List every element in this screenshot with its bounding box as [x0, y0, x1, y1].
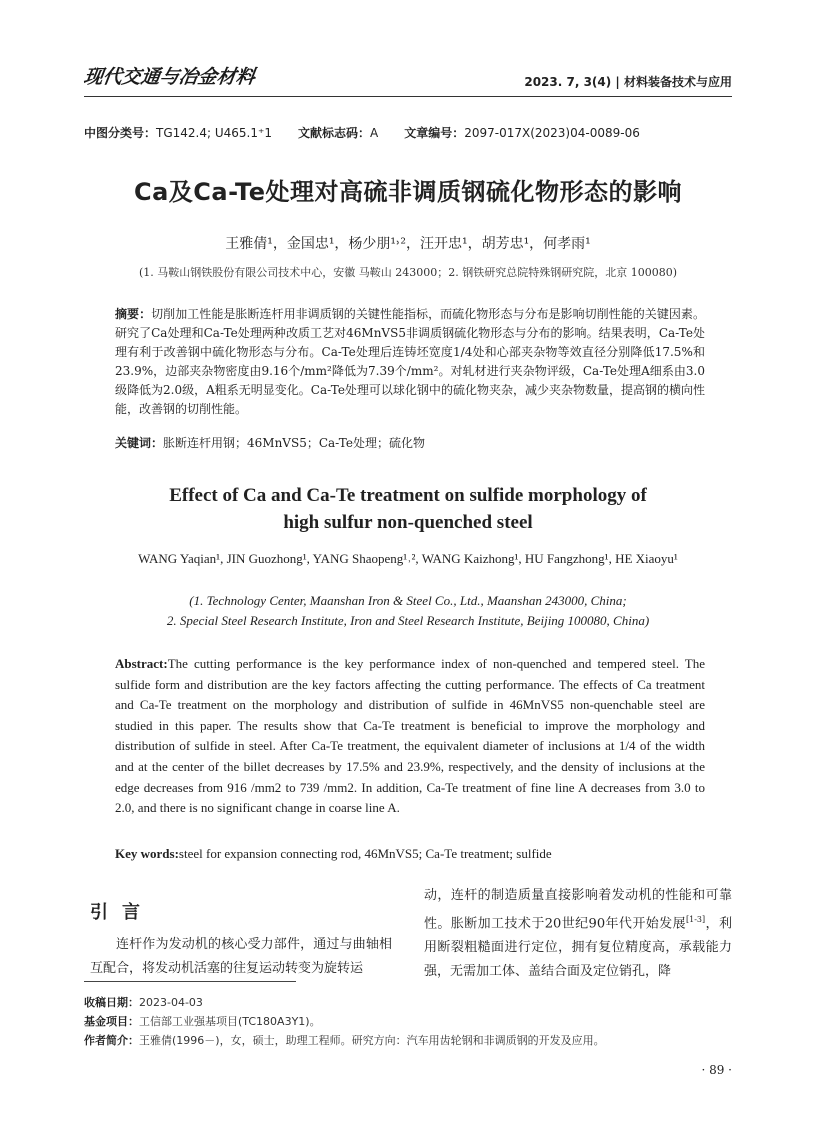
footnote-received	[84, 994, 732, 1010]
clc-value: TG142.4; U465.1⁺1	[156, 126, 272, 140]
intro-col2-text-b: ，利用断裂粗糙面进行定位，拥有复位精度高，承载能力强，无需加工体、盖结合面及定位销孔，降	[424, 916, 732, 980]
title-english-line2: high sulfur non-quenched steel	[283, 512, 533, 533]
author-bio-value: 王雅倩(1996－)，女，硕士，助理工程师。研究方向：汽车用齿轮钢和非调质钢的开发及应用。	[139, 1034, 605, 1047]
journal-logo: 现代交通与冶金材料	[82, 66, 257, 88]
title-chinese: Ca及Ca-Te处理对高硫非调质钢硫化物形态的影响	[133, 178, 682, 206]
authors-english: WANG Yaqian¹, JIN Guozhong¹, YANG Shaopeng¹˒², WANG Kaizhong¹, HU Fangzhong¹, HE Xiaoyu¹	[138, 551, 678, 566]
authors-chinese: 王雅倩¹，金国忠¹，杨少朋¹˒²，汪开忠¹，胡芳忠¹，何孝雨¹	[225, 236, 591, 252]
intro-column-2	[424, 884, 732, 984]
title-english	[0, 482, 816, 536]
abstract-chinese	[115, 305, 705, 419]
intro-column-1: 连杆作为发动机的核心受力部件，通过与曲轴相互配合，将发动机活塞的往复运动转变为旋转运	[90, 937, 392, 976]
footnote-fund	[84, 1013, 732, 1029]
keywords-text-en: steel for expansion connecting rod, 46MnVS5; Ca-Te treatment; sulfide	[178, 846, 552, 861]
abstract-text-zh: 切削加工性能是胀断连杆用非调质钢的关键性能指标，而硫化物形态与分布是影响切削性能的关键因素。研究了Ca处理和Ca-Te处理两种改质工艺对46MnVS5非调质钢硫化物形态与分布的影响。结果表明，Ca-Te处理有利于改善钢中硫化物形态与分布。Ca-Te处理后连铸坯宽度1/4处和心部夹杂物等效直径分别降低17.5%和23.9%，边部夹杂物密度由9.16个/mm²降低为7.39个/mm²。对轧材进行夹杂物评级，Ca-Te处理A细系由3.0级降低为2.0级，A粗系无明显变化。Ca-Te处理可以球化钢中的硫化物夹杂，减少夹杂物数量，提高钢的横向性能，改善钢的切削性能。	[115, 307, 705, 416]
keywords-label-zh: 关键词：	[115, 436, 164, 450]
received-value: 2023-04-03	[139, 996, 203, 1009]
article-number-label: 文章编号：	[404, 126, 465, 140]
footnote-rule	[84, 981, 296, 982]
issue-info: 2023. 7, 3(4) | 材料装备技术与应用	[524, 75, 732, 89]
keywords-label-en: Key words:	[115, 846, 179, 861]
header-rule	[84, 96, 732, 97]
section-heading-intro: 引言	[90, 902, 154, 923]
affiliation-english-1: (1. Technology Center, Maanshan Iron & Steel Co., Ltd., Maanshan 243000, China;	[189, 593, 627, 608]
fund-value: 工信部工业强基项目(TC180A3Y1)。	[139, 1015, 321, 1028]
doc-code-label: 文献标志码：	[297, 126, 370, 140]
intro-col2-text-a: 动，连杆的制造质量直接影响着发动机的性能和可靠性。胀断加工技术于20世纪90年代开始发展	[424, 888, 732, 932]
fund-label: 基金项目：	[84, 1015, 139, 1028]
doc-code-value: A	[369, 126, 379, 140]
affiliation-english-2: 2. Special Steel Research Institute, Iron and Steel Research Institute, Beijing 100080, China)	[166, 613, 650, 628]
keywords-chinese	[115, 434, 705, 451]
affiliation-english	[100, 591, 716, 631]
abstract-label-en: Abstract:	[115, 656, 168, 671]
page-number: · 89 ·	[701, 1063, 732, 1077]
title-english-line1: Effect of Ca and Ca-Te treatment on sulfide morphology of	[169, 485, 647, 506]
abstract-english	[115, 654, 705, 819]
classification-line	[84, 124, 640, 141]
keywords-english	[115, 846, 705, 862]
keywords-text-zh: 胀断连杆用钢；46MnVS5；Ca-Te处理；硫化物	[163, 436, 425, 450]
received-label: 收稿日期：	[84, 996, 139, 1009]
abstract-text-en: The cutting performance is the key performance index of non-quenched and tempered steel. The sulfide form and distribution are the key factors affecting the cutting performance. The effects of Ca treatment and Ca-Te treatment on the morphology and distribution of sulfide in 46MnVS5 non-quenchable steel are studied in this paper. The results show that Ca-Te treatment is beneficial to improve the morphology and distribution of sulfide in steel. After Ca-Te treatment, the equivalent diameter of inclusions at 1/4 of the width and at the center of the billet decreases by 17.5% and 23.9%, respectively, and the density of inclusions at the edge decreases from 916 /mm2 to 739 /mm2. In addition, Ca-Te treatment of fine line A decreases from 3.0 to 2.0, and there is no significant change in coarse line A.	[115, 656, 705, 816]
article-number-value: 2097-017X(2023)04-0089-06	[464, 126, 640, 140]
footnote-author	[84, 1032, 732, 1048]
citation-ref: [1-3]	[686, 915, 706, 924]
abstract-label-zh: 摘要：	[115, 307, 152, 321]
affiliation-chinese: (1. 马鞍山钢铁股份有限公司技术中心，安徽 马鞍山 243000；2. 钢铁研究总院特殊钢研究院，北京 100080)	[138, 266, 678, 279]
clc-label: 中图分类号：	[84, 126, 157, 140]
author-bio-label: 作者简介：	[84, 1034, 139, 1047]
